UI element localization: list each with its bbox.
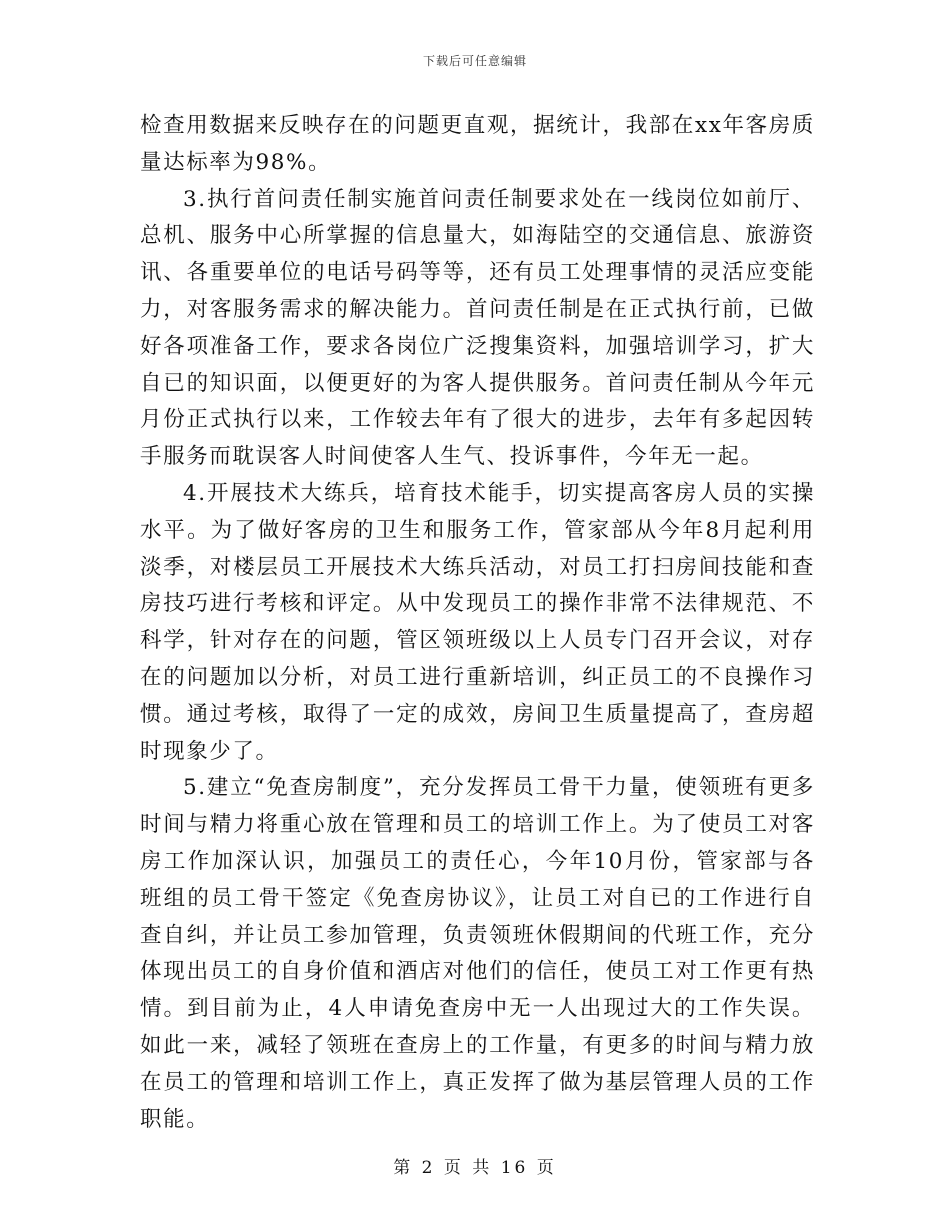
paragraph-skills-training: 4.开展技术大练兵，培育技术能手，切实提高客房人员的实操水平。为了做好客房的卫生和服务工作，管家部从今年8月起利用淡季，对楼层员工开展技术大练兵活动，对员工打扫房间技能和查房技巧进行考核和评定。从中发现员工的操作非常不法律规范、不科学，针对存在的问题，管区领班级以上人员专门召开会议，对存在的问题加以分析，对员工进行重新培训，纠正员工的不良操作习惯。通过考核，取得了一定的成效，房间卫生质量提高了，查房超时现象少了。 <box>140 480 815 764</box>
document-body <box>140 108 815 1138</box>
page-number: 第 2 页 共 16 页 <box>393 1158 557 1178</box>
paragraph-continuation: 检查用数据来反映存在的问题更直观，据统计，我部在xx年客房质量达标率为98%。 <box>140 113 815 175</box>
paragraph-inspection-exemption: 5.建立“免查房制度”，充分发挥员工骨干力量，使领班有更多时间与精力将重心放在管理和员工的培训工作上。为了使员工对客房工作加深认识，加强员工的责任心，今年10月份，管家部与各班组的员工骨干签定《免查房协议》，让员工对自已的工作进行自查自纠，并让员工参加管理，负责领班休假期间的代班工作，充分体现出员工的自身价值和酒店对他们的信任，使员工对工作更有热情。到目前为止，4人申请免查房中无一人出现过大的工作失误。如此一来，减轻了领班在查房上的工作量，有更多的时间与精力放在员工的管理和培训工作上，真正发挥了做为基层管理人员的工作职能。 <box>140 775 815 1132</box>
paragraph-first-inquiry-responsibility: 3.执行首问责任制实施首问责任制要求处在一线岗位如前厅、总机、服务中心所掌握的信息量大，如海陆空的交通信息、旅游资讯、各重要单位的电话号码等等，还有员工处理事情的灵活应变能力，对客服务需求的解决能力。首问责任制是在正式执行前，已做好各项准备工作，要求各岗位广泛搜集资料，加强培训学习，扩大自已的知识面，以便更好的为客人提供服务。首问责任制从今年元月份正式执行以来，工作较去年有了很大的进步，去年有多起因转手服务而耽误客人时间使客人生气、投诉事件，今年无一起。 <box>140 186 815 470</box>
header-note: 下载后可任意编辑 <box>422 54 527 68</box>
